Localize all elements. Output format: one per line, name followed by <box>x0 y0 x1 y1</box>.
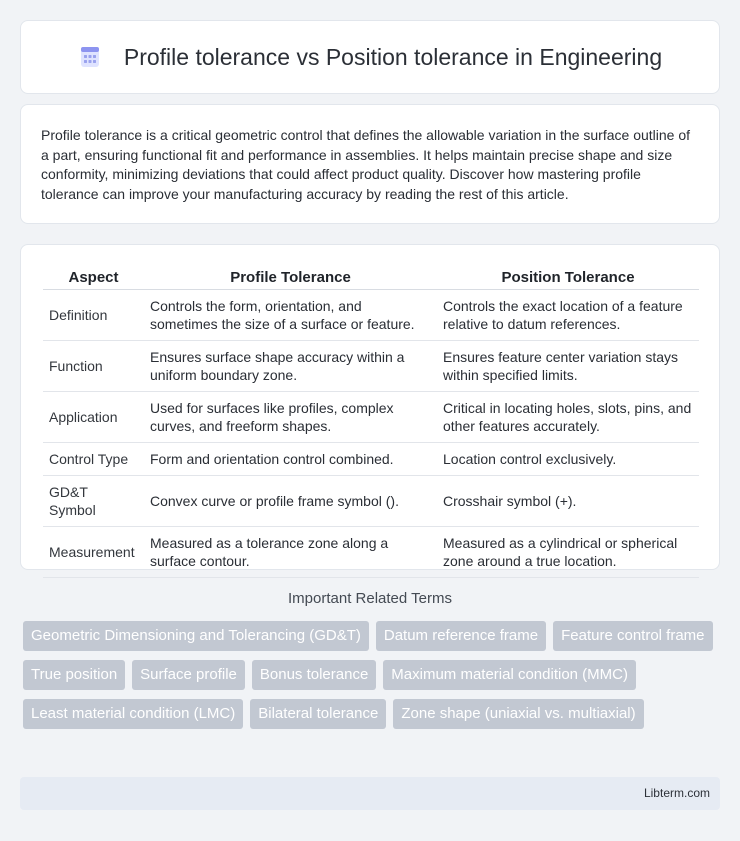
row-position: Critical in locating holes, slots, pins, and other features accurately. <box>437 392 699 443</box>
row-profile: Used for surfaces like profiles, complex curves, and freeform shapes. <box>144 392 437 443</box>
row-aspect: Application <box>43 392 144 443</box>
header-card <box>20 20 720 94</box>
table-row <box>43 290 699 341</box>
comparison-table <box>43 265 699 578</box>
related-term-tag[interactable]: Geometric Dimensioning and Tolerancing (GD&T) <box>23 621 369 651</box>
table-row <box>43 476 699 527</box>
row-position: Location control exclusively. <box>437 443 699 476</box>
related-term-tag[interactable]: Zone shape (uniaxial vs. multiaxial) <box>393 699 643 729</box>
table-row <box>43 341 699 392</box>
row-aspect: Measurement <box>43 527 144 578</box>
row-aspect: GD&T Symbol <box>43 476 144 527</box>
row-position: Ensures feature center variation stays within specified limits. <box>437 341 699 392</box>
header-position-tolerance: Position Tolerance <box>437 265 699 290</box>
row-aspect: Control Type <box>43 443 144 476</box>
table-header-row <box>43 265 699 290</box>
table-row <box>43 443 699 476</box>
table-row <box>43 527 699 578</box>
row-profile: Measured as a tolerance zone along a surface contour. <box>144 527 437 578</box>
related-term-tag[interactable]: Surface profile <box>132 660 245 690</box>
row-profile: Controls the form, orientation, and sometimes the size of a surface or feature. <box>144 290 437 341</box>
table-row <box>43 392 699 443</box>
related-term-tag[interactable]: Datum reference frame <box>376 621 546 651</box>
row-profile: Form and orientation control combined. <box>144 443 437 476</box>
header-aspect: Aspect <box>43 265 144 290</box>
footer-site-link[interactable]: Libterm.com <box>643 786 710 800</box>
related-term-tag[interactable]: Bonus tolerance <box>252 660 376 690</box>
related-term-tag[interactable]: Maximum material condition (MMC) <box>383 660 636 690</box>
related-term-tag[interactable]: Feature control frame <box>553 621 712 651</box>
intro-text: Profile tolerance is a critical geometric control that defines the allowable variation in the surface outline of a part, ensuring functional fit and performance in assemblies. It helps maintain precise shape and size conformity, minimizing deviations that could affect product quality. Discover how mastering profile tolerance can improve your manufacturing accuracy by reading the rest of this article. <box>41 127 691 202</box>
row-position: Crosshair symbol (+). <box>437 476 699 527</box>
row-position: Controls the exact location of a feature relative to datum references. <box>437 290 699 341</box>
related-terms-list <box>23 621 713 729</box>
document-grid-icon <box>78 45 102 69</box>
related-term-tag[interactable]: Least material condition (LMC) <box>23 699 243 729</box>
header-profile-tolerance: Profile Tolerance <box>144 265 437 290</box>
comparison-card <box>20 244 720 570</box>
related-term-tag[interactable]: Bilateral tolerance <box>250 699 386 729</box>
related-terms-title: Important Related Terms <box>288 590 452 607</box>
footer <box>20 777 720 810</box>
related-term-tag[interactable]: True position <box>23 660 125 690</box>
row-aspect: Function <box>43 341 144 392</box>
row-profile: Ensures surface shape accuracy within a uniform boundary zone. <box>144 341 437 392</box>
row-profile: Convex curve or profile frame symbol (). <box>144 476 437 527</box>
row-position: Measured as a cylindrical or spherical zone around a true location. <box>437 527 699 578</box>
page-title: Profile tolerance vs Position tolerance in Engineering <box>123 43 663 70</box>
row-aspect: Definition <box>43 290 144 341</box>
intro-card <box>20 104 720 224</box>
